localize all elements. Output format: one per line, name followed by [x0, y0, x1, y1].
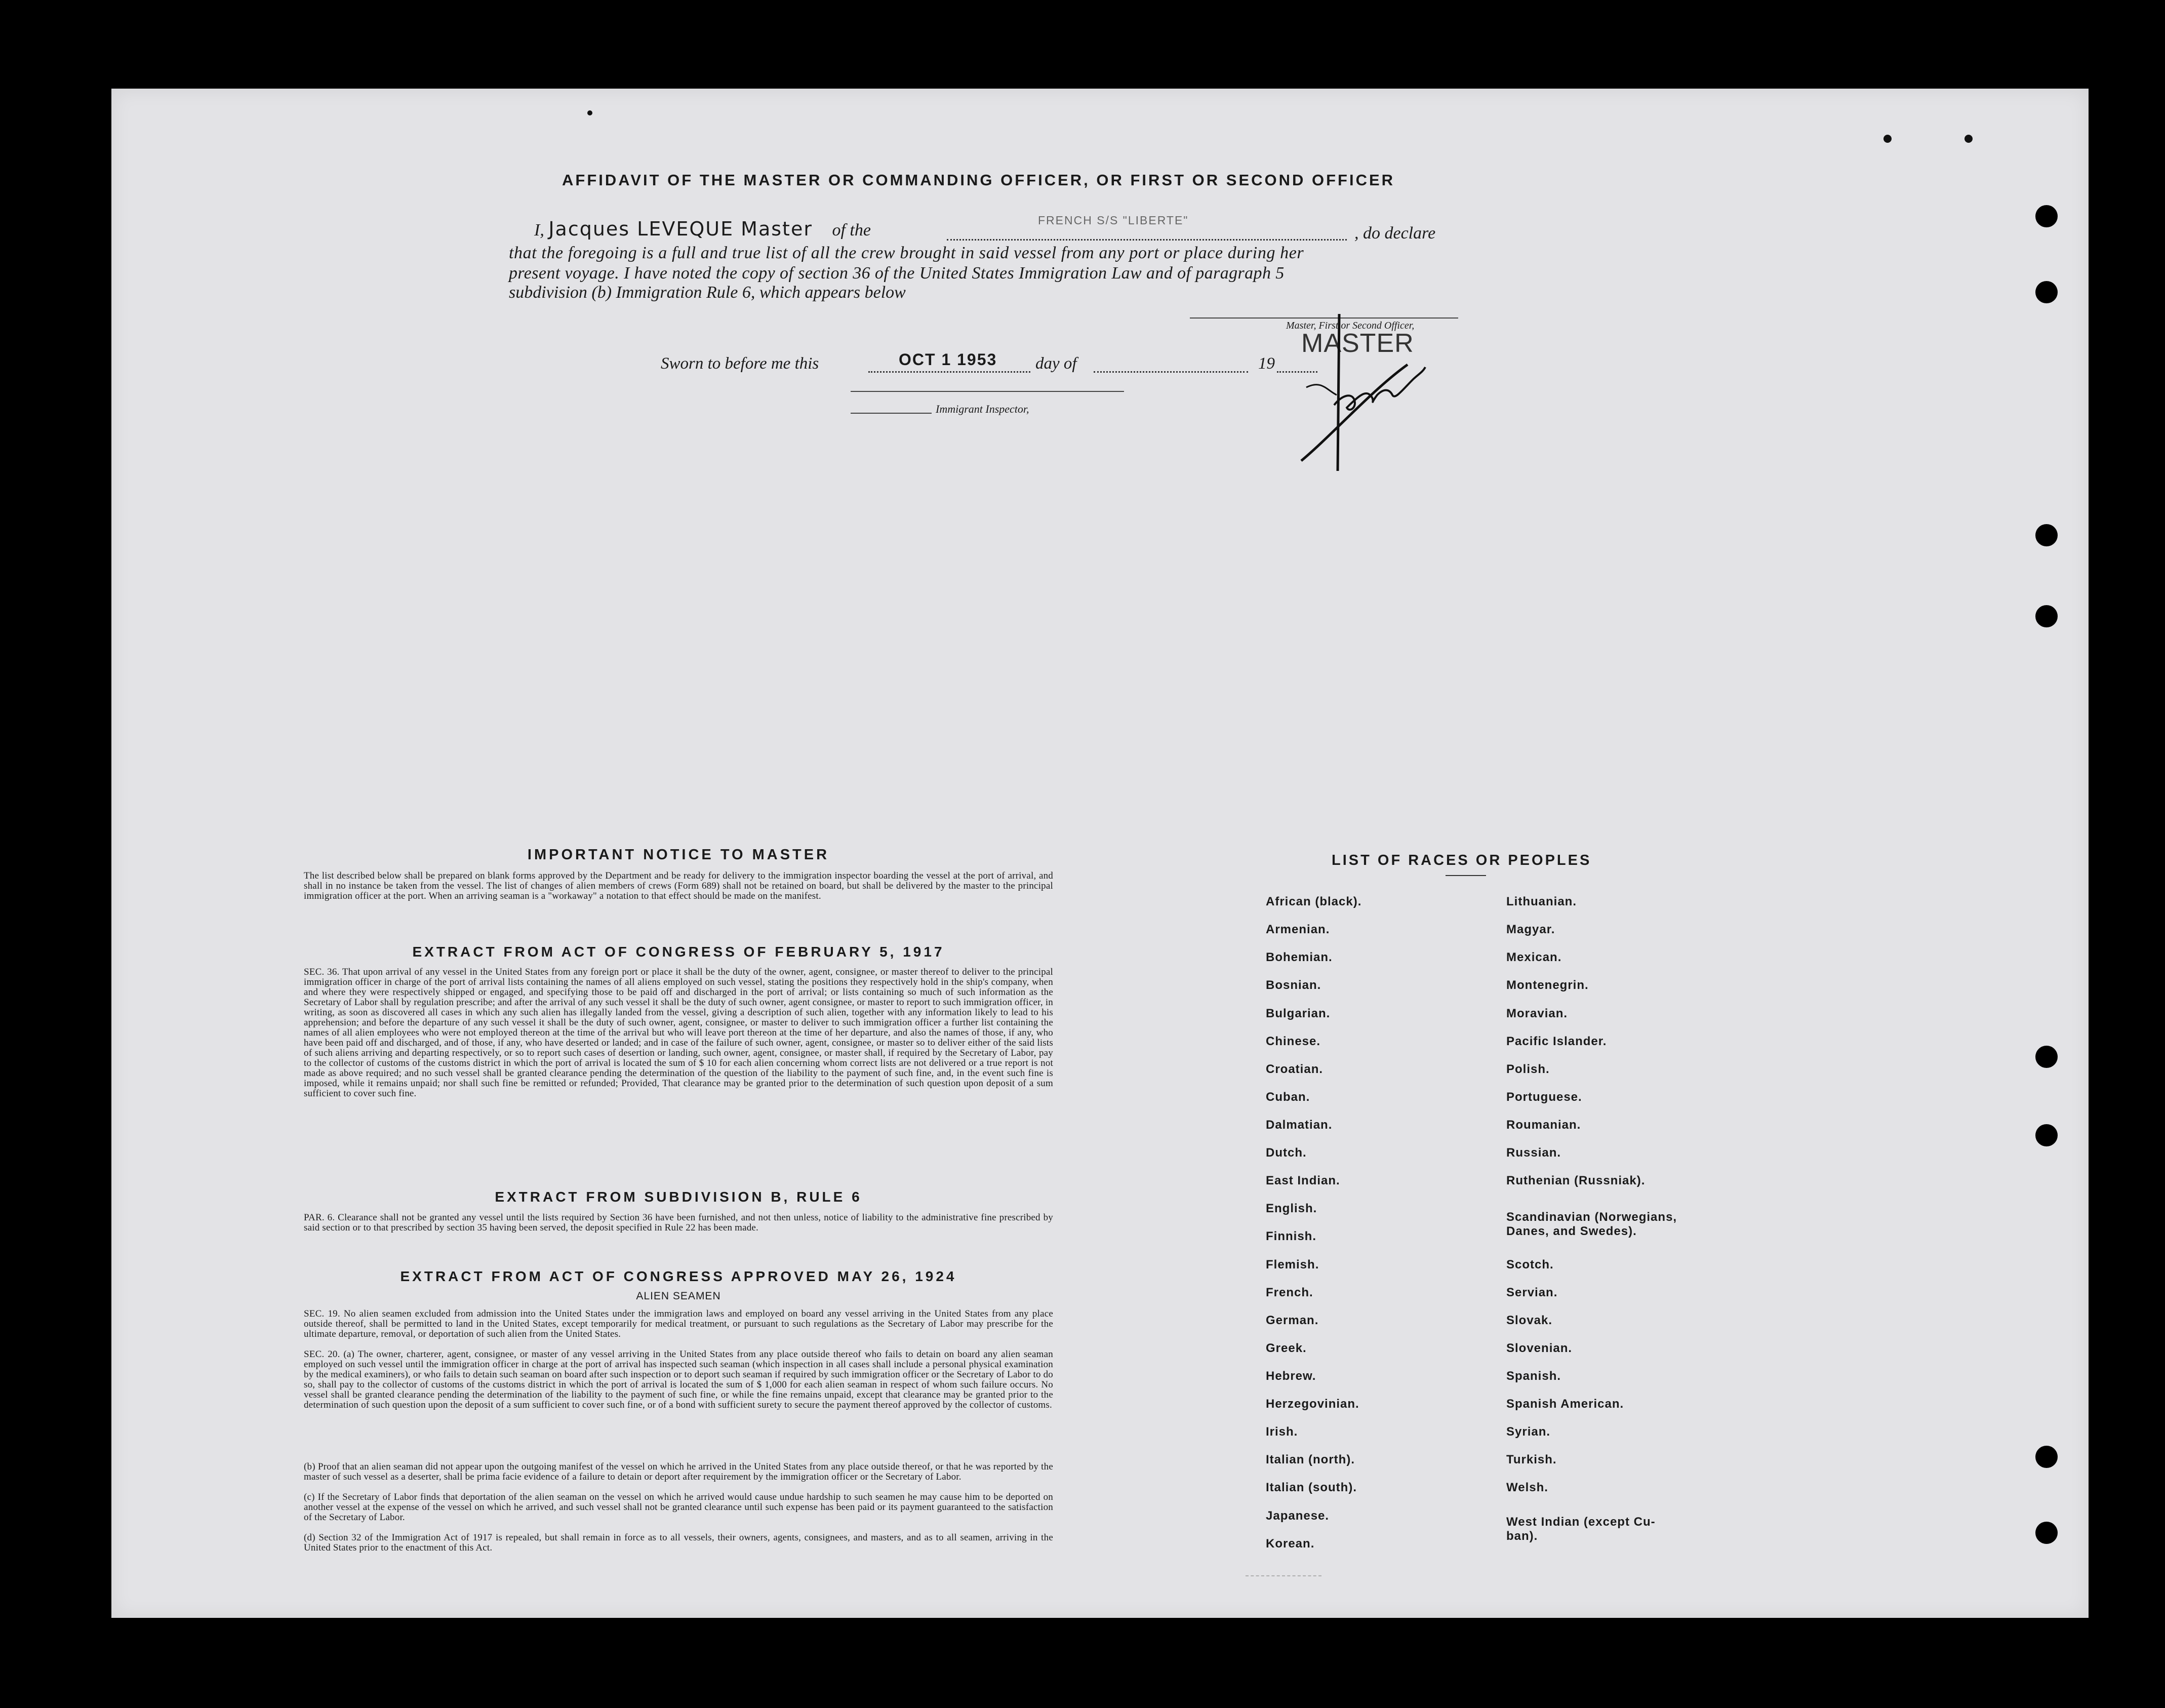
- punch-hole: [2035, 605, 2058, 627]
- sworn-prefix: Sworn to before me this: [661, 354, 819, 373]
- speck: [1964, 135, 1973, 143]
- race-right-item: West Indian (except Cu-: [1506, 1515, 1656, 1529]
- race-right-item: Mexican.: [1506, 950, 1562, 964]
- punch-hole: [2035, 1446, 2058, 1468]
- affidavit-title: AFFIDAVIT OF THE MASTER OR COMMANDING OFFICER, OR FIRST OR SECOND OFFICER: [562, 171, 1395, 189]
- race-left-item: Greek.: [1266, 1341, 1307, 1355]
- affidavit-line4: subdivision (b) Immigration Rule 6, which appears below: [509, 283, 906, 302]
- race-left-item: Dutch.: [1266, 1146, 1307, 1160]
- inspector-name-line: [851, 413, 932, 414]
- punch-hole: [2035, 1046, 2058, 1068]
- race-right-item: Spanish American.: [1506, 1397, 1624, 1411]
- notice-heading: IMPORTANT NOTICE TO MASTER: [527, 847, 830, 863]
- officer-caption: Master, First or Second Officer,: [1286, 320, 1415, 331]
- race-left-item: Herzegovinian.: [1266, 1397, 1359, 1411]
- races-heading: LIST OF RACES OR PEOPLES: [1332, 852, 1592, 868]
- race-right-item: Scandinavian (Norwegians,: [1506, 1210, 1677, 1224]
- vessel-name-stamp: FRENCH S/S "LIBERTE": [1038, 214, 1189, 227]
- extract-1924-sec20c: (c) If the Secretary of Labor finds that deportation of the alien seaman on the vessel on which he arrived would cause undue hardship to such seamen he may cause him to be deported on another vessel at the expense of the vessel on which he arrived, and such vessel shall not be granted clearance until such expense has been paid or its payment guaranteed to the satisfaction of the Secretary of Labor.: [304, 1492, 1053, 1523]
- bleed-through: [1246, 1572, 1321, 1576]
- inspector-caption: Immigrant Inspector,: [936, 403, 1029, 415]
- race-left-item: Korean.: [1266, 1537, 1315, 1551]
- inspector-signature-line: [851, 391, 1124, 392]
- race-right-item: Servian.: [1506, 1286, 1558, 1299]
- race-right-item: Slovak.: [1506, 1314, 1553, 1327]
- extract-1924-heading: EXTRACT FROM ACT OF CONGRESS APPROVED MAY 26, 1924: [400, 1268, 957, 1284]
- punch-hole: [2035, 524, 2058, 546]
- alien-seamen-subheading: ALIEN SEAMEN: [636, 1290, 721, 1302]
- race-right-item: Syrian.: [1506, 1425, 1551, 1439]
- race-left-item: Flemish.: [1266, 1258, 1319, 1272]
- race-left-item: Dalmatian.: [1266, 1118, 1333, 1132]
- race-left-item: Japanese.: [1266, 1509, 1330, 1523]
- handwritten-signature: [1286, 304, 1458, 476]
- notice-body: The list described below shall be prepared on blank forms approved by the Department and be ready for delivery to the immigration inspector boarding the vessel at the port of arrival, and shall in no instance be taken from the vessel. The list of changes of alien members of crews (Form 689) shall not be retained on board, but shall be delivered by the master to the principal immigration officer at the port. When an arriving seaman is a "workaway" a notation to that effect should be made on the manifest.: [304, 870, 1053, 901]
- affidavit-line3: present voyage. I have noted the copy of section 36 of the United States Immigration Law and of paragraph 5: [509, 264, 1285, 283]
- sworn-date-line: [868, 371, 1030, 373]
- extract-1924-sec19: SEC. 19. No alien seamen excluded from admission into the United States under the immigration laws and employed on board any vessel arriving in the United States from any place outside thereof, shall be permitted to land in the United States, except temporarily for medical treatment, or pursuant to such regulations as the Secretary of Labor may prescribe for the ultimate departure, removal, or deportation of such alien from the United States.: [304, 1308, 1053, 1339]
- speck: [587, 110, 592, 115]
- speck: [1883, 135, 1892, 143]
- race-right-item: Pacific Islander.: [1506, 1035, 1607, 1048]
- subdivision-b-heading: EXTRACT FROM SUBDIVISION B, RULE 6: [495, 1189, 862, 1205]
- race-right-item: Welsh.: [1506, 1481, 1548, 1494]
- race-right-item: Moravian.: [1506, 1007, 1568, 1020]
- day-of-label: day of: [1035, 354, 1077, 373]
- vessel-name-line: [947, 239, 1347, 241]
- master-stamp: MASTER: [1301, 329, 1414, 358]
- race-right-item: Montenegrin.: [1506, 978, 1589, 992]
- sworn-date-stamp: OCT 1 1953: [899, 350, 997, 369]
- race-right-item: Spanish.: [1506, 1369, 1561, 1383]
- race-left-item: Bosnian.: [1266, 978, 1321, 992]
- race-left-item: French.: [1266, 1286, 1313, 1299]
- race-right-item: Ruthenian (Russniak).: [1506, 1174, 1646, 1187]
- race-left-item: Cuban.: [1266, 1090, 1310, 1104]
- race-right-item: Lithuanian.: [1506, 895, 1577, 908]
- race-left-item: Irish.: [1266, 1425, 1298, 1439]
- extract-1924-sec20b: (b) Proof that an alien seaman did not appear upon the outgoing manifest of the vessel on which he arrived in the United States from any place outside thereof, or that he was reported by the master of such vessel as a deserter, shall be prima facie evidence of a failure to detain or deport after requirement by the immigration officer or the Secretary of Labor.: [304, 1461, 1053, 1482]
- race-left-item: Bulgarian.: [1266, 1007, 1331, 1020]
- punch-hole: [2035, 1124, 2058, 1146]
- punch-hole: [2035, 281, 2058, 303]
- race-left-item: Bohemian.: [1266, 950, 1333, 964]
- race-left-item: East Indian.: [1266, 1174, 1340, 1187]
- race-right-item: ban).: [1506, 1529, 1538, 1543]
- affidavit-prefix: I,: [534, 221, 544, 240]
- do-declare-label: , do declare: [1354, 224, 1436, 243]
- extract-1917-body: SEC. 36. That upon arrival of any vessel in the United States from any foreign port or place it shall be the duty of the owner, agent, consignee, or master thereof to deliver to the principal immigration officer in charge of the port of arrival lists containing the names of all aliens employed on such vessel, stating the positions they respectively hold in the ship's company, when and where they were respectively shipped or engaged, and specifying those to be paid off and discharged in the port of arrival; or lists containing so much of such information as the Secretary of Labor shall by regulation prescribe; and after the arrival of any such vessel it shall be the duty of such owner, agent consignee, or master to report to such immigration officer, in writing, as soon as discovered all cases in which any such alien has illegally landed from the vessel, giving a description of such alien, together with any information likely to lead to his apprehension; and before the departure of any such vessel it shall be the duty of such owner, agent, consignee, or master to deliver to such immigration officer a further list containing the names of all alien employees who were not employed thereon at the time of the arrival but who will leave port thereon at the time of her departure, and also the names of those, if any, who have been paid off and discharged, and of those, if any, who have deserted or landed; and in case of the failure of such owner, agent, consignee, or master so to deliver either of the said lists of such aliens arriving and departing respectively, or so to report such cases of desertion or landing, such owner, agent, consignee, or master shall, if required by the Secretary of Labor, pay to the collector of customs of the customs district in which the port of arrival is located the sum of $ 10 for each alien concerning whom correct lists are not delivered or a true report is not made as above required; and no such vessel shall be granted clearance pending the determination of the question of the liability to the payment of such fine, and, in the event such fine is imposed, while it remains unpaid; nor shall such fine be remitted or refunded; Provided, That clearance may be granted prior to the determination of such question upon deposit of a sum sufficient to cover such fine.: [304, 967, 1053, 1099]
- race-left-item: Finnish.: [1266, 1229, 1316, 1243]
- race-left-item: Croatian.: [1266, 1062, 1324, 1076]
- extract-1924-sec20: SEC. 20. (a) The owner, charterer, agent, consignee, or master of any vessel arriving in the United States from any place outside thereof who fails to detain on board any alien seaman employed on such vessel until the immigration officer in charge at the port of arrival has inspected such seaman (which inspection in all cases shall include a personal physical examination by the medical examiners), or who fails to detain such seaman on board after such inspection or to deport such seaman if required by such immigration officer or the Secretary of Labor to do so, shall pay to the collector of customs of the customs district in which the port of arrival is located the sum of $ 1,000 for each alien seaman in respect of whom such failure occurs. No vessel shall be granted clearance pending the determination of the liability to the payment of such fine, or while the fine remains unpaid, except that clearance may be granted prior to the determination of such question upon the deposit of a sum sufficient to cover such fine, or of a bond with sufficient surety to secure the payment thereof approved by the collector of customs.: [304, 1349, 1053, 1410]
- race-right-item: Slovenian.: [1506, 1341, 1573, 1355]
- race-right-item: Roumanian.: [1506, 1118, 1581, 1132]
- subdivision-b-body: PAR. 6. Clearance shall not be granted any vessel until the lists required by Section 36 have been furnished, and not then unless, notice of liability to the administrative fine prescribed by said section or to that prescribed by section 35 having been served, the deposit specified in Rule 22 has been made.: [304, 1212, 1053, 1233]
- race-right-item: Danes, and Swedes).: [1506, 1224, 1637, 1238]
- race-right-item: Turkish.: [1506, 1453, 1557, 1466]
- affidavit-line2: that the foregoing is a full and true list of all the crew brought in said vessel from any port or place during her: [509, 244, 1304, 262]
- race-left-item: African (black).: [1266, 895, 1362, 908]
- race-left-item: Italian (south).: [1266, 1481, 1357, 1494]
- race-left-item: English.: [1266, 1202, 1317, 1215]
- race-right-item: Portuguese.: [1506, 1090, 1582, 1104]
- of-the-label: of the: [832, 221, 871, 240]
- race-right-item: Magyar.: [1506, 923, 1555, 936]
- race-left-item: Chinese.: [1266, 1035, 1321, 1048]
- extract-1917-heading: EXTRACT FROM ACT OF CONGRESS OF FEBRUARY 5, 1917: [412, 944, 945, 960]
- race-right-item: Russian.: [1506, 1146, 1561, 1160]
- races-underline: [1446, 875, 1486, 876]
- race-left-item: German.: [1266, 1314, 1319, 1327]
- punch-hole: [2035, 1522, 2058, 1544]
- punch-hole: [2035, 205, 2058, 227]
- race-right-item: Polish.: [1506, 1062, 1550, 1076]
- extract-1924-sec20d: (d) Section 32 of the Immigration Act of 1917 is repealed, but shall remain in force as to all vessels, their owners, agents, consignees, and masters, and as to all seamen, arriving in the United States prior to the enactment of this Act.: [304, 1532, 1053, 1553]
- master-name-handwritten: Jacques LEVEQUE Master: [548, 218, 813, 240]
- race-left-item: Hebrew.: [1266, 1369, 1316, 1383]
- year-prefix: 19: [1258, 354, 1275, 373]
- race-left-item: Italian (north).: [1266, 1453, 1355, 1466]
- affidavit-line1: [534, 218, 871, 240]
- month-line: [1094, 371, 1248, 373]
- race-left-item: Armenian.: [1266, 923, 1330, 936]
- race-right-item: Scotch.: [1506, 1258, 1554, 1272]
